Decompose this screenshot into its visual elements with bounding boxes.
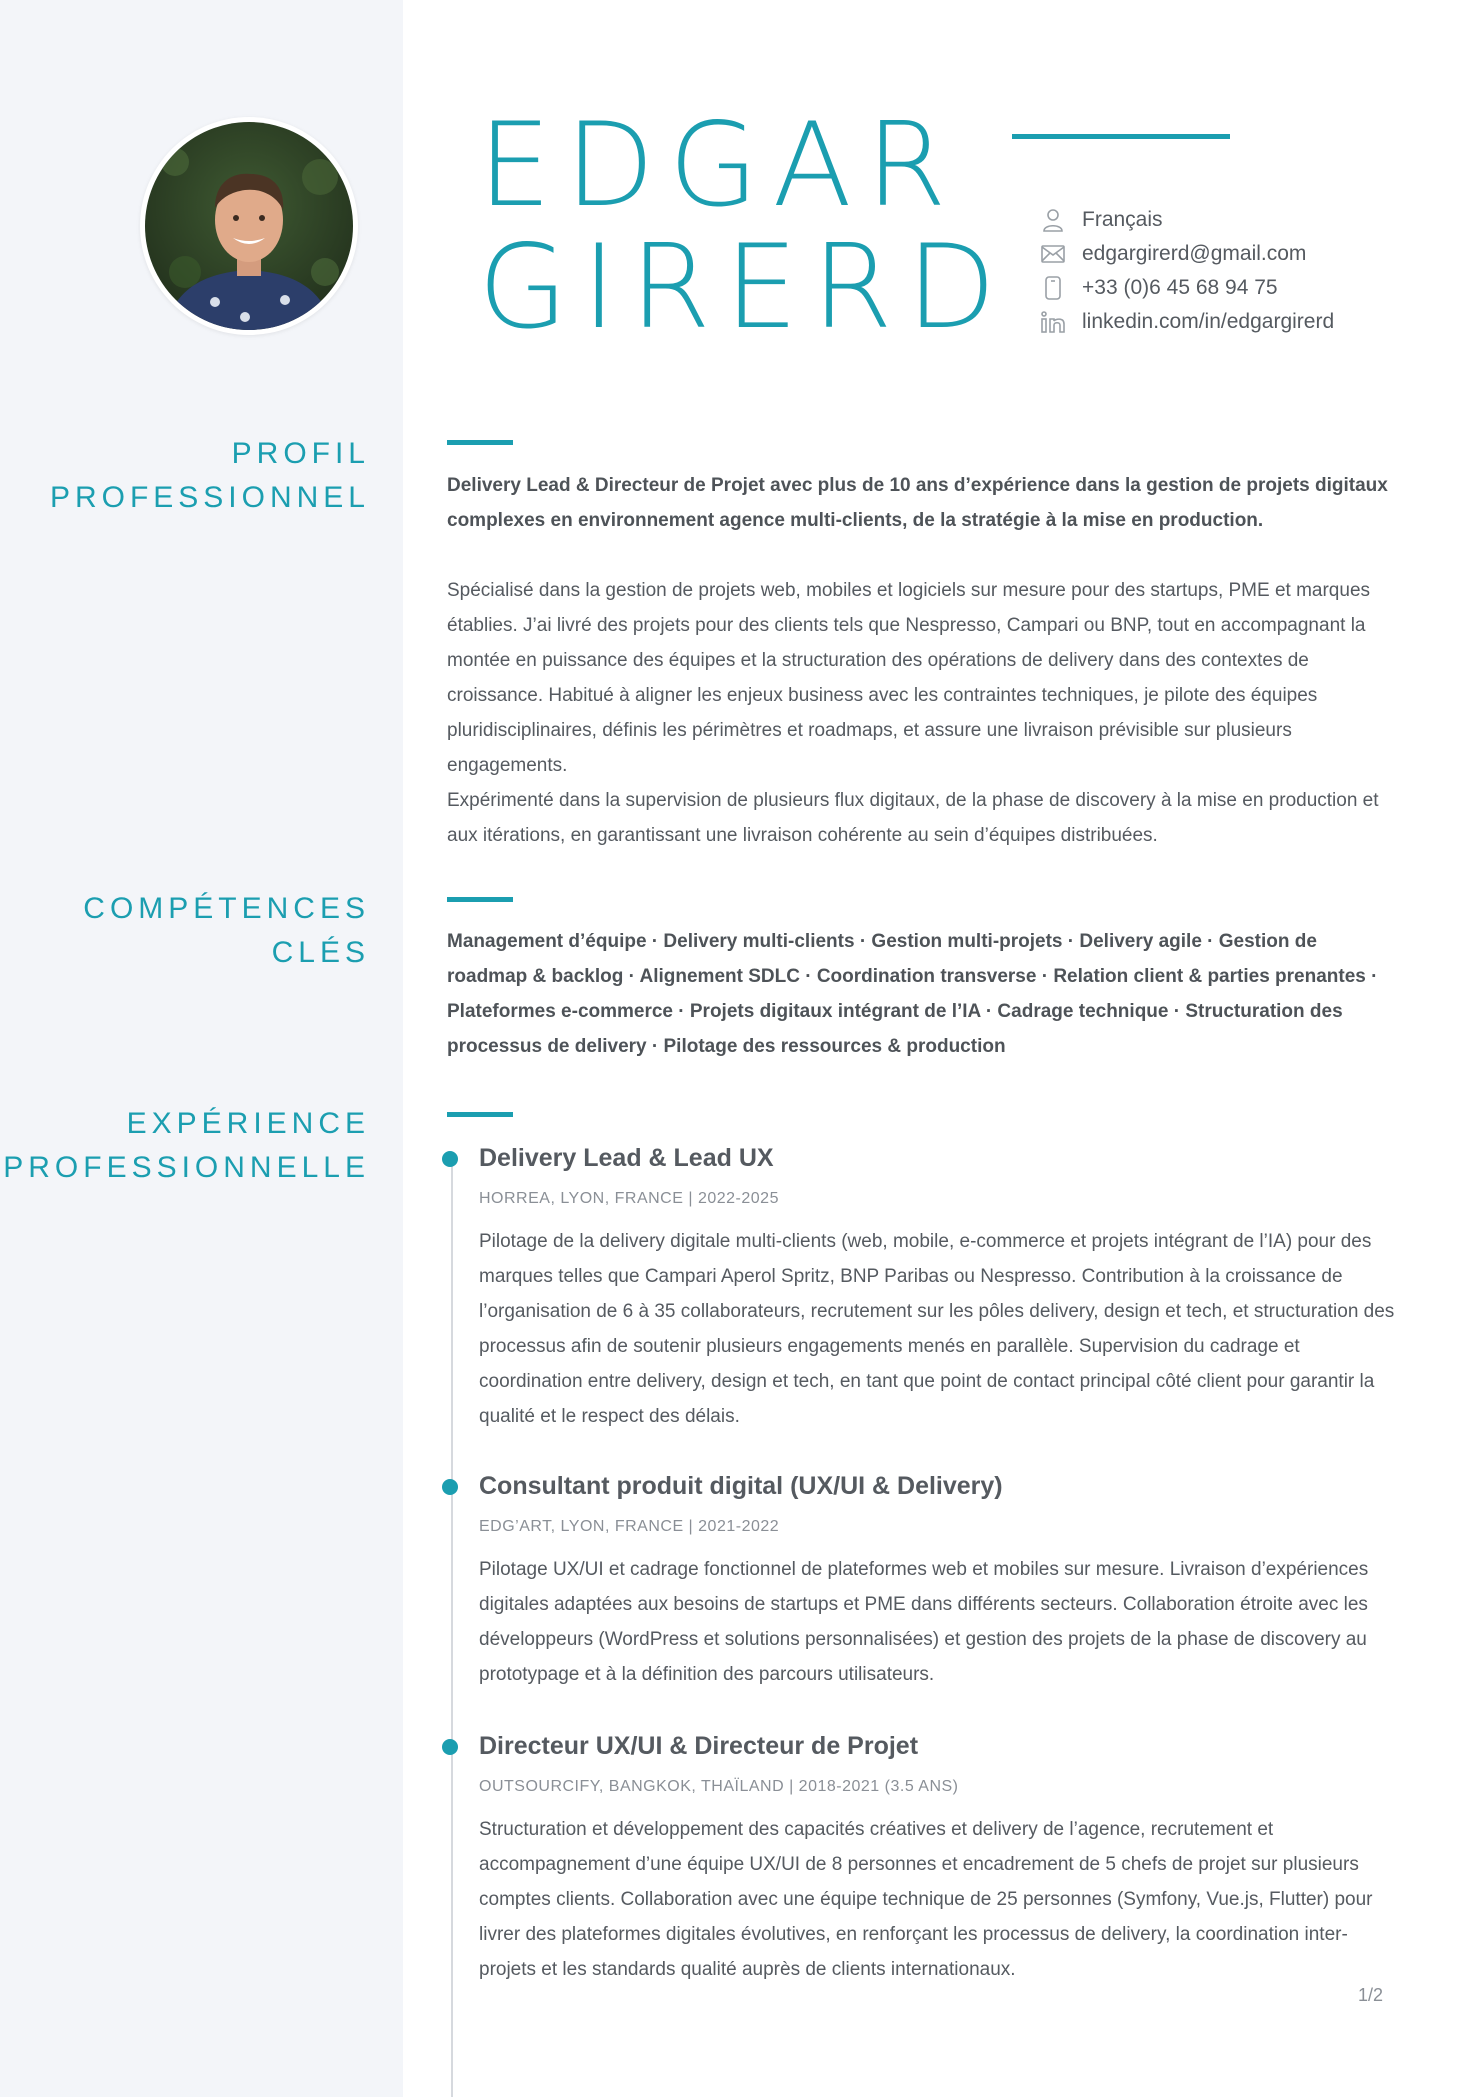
phone-icon (1040, 275, 1066, 301)
job-description: Pilotage de la delivery digitale multi-clients (web, mobile, e-commerce et projets intégrant de l’IA) pour des marques telles que Campari Aperol Spritz, BNP Paribas ou Nespresso. Contribution à la croissance de l’organisation de 6 à 35 collaborateurs, recrutement sur les pôles delivery, design et tech, et structuration des processus afin de soutenir plusieurs engagements menés en parallèle. Supervision du cadrage et coordination entre delivery, design et tech, en tant que point de contact principal côté client pour garantir la qualité et le respect des délais. (479, 1231, 1395, 1427)
section-title-skills-line2: CLÉS (271, 936, 370, 969)
skills-content (447, 924, 1397, 1064)
job-entry (479, 1466, 1399, 1692)
job-title: Delivery Lead & Lead UX (479, 1144, 774, 1172)
last-name: GIRERD (478, 220, 1010, 355)
contact-email[interactable] (1040, 237, 1334, 271)
section-title-experience-line2: PROFESSIONNELLE (3, 1151, 370, 1184)
job-title: Directeur UX/UI & Directeur de Projet (479, 1732, 919, 1760)
job-description: Structuration et développement des capacités créatives et delivery de l’agence, recrutement et accompagnement d’une équipe UX/UI de 8 personnes et encadrement de 5 chefs de projet sur plusieurs comptes clients. Collaboration avec une équipe technique de 25 personnes (Symfony, Vue.js, Flutter) pour livrer des plateformes digitales évolutives, en renforçant les processus de delivery, la coordination inter-projets et les standards qualité auprès de clients internationaux. (479, 1819, 1373, 1980)
skills-text: Management d’équipe · Delivery multi-clients · Gestion multi-projets · Delivery agile · Gestion de roadmap & backlog · Alignement SDLC · Coordination transverse · Relation client & parties prenantes · Plateformes e-commerce · Projets digitaux intégrant de l’IA · Cadrage technique · Structuration des processus de delivery · Pilotage des ressources & production (447, 931, 1378, 1057)
job-entry (479, 1138, 1399, 1434)
timeline-dot (442, 1739, 458, 1755)
contact-language-text: Français (1082, 208, 1163, 231)
timeline-dot (442, 1479, 458, 1495)
header-accent-rule (1012, 134, 1230, 139)
job-meta: HORREA, LYON, FRANCE | 2022-2025 (479, 1190, 779, 1207)
job-title: Consultant produit digital (UX/UI & Delivery) (479, 1472, 1003, 1500)
first-name: EDGAR (478, 98, 961, 233)
contact-phone-text[interactable]: +33 (0)6 45 68 94 75 (1082, 276, 1278, 299)
page-number: 1/2 (1358, 1985, 1384, 2005)
job-description: Pilotage UX/UI et cadrage fonctionnel de plateformes web et mobiles sur mesure. Livraison d’expériences digitales adaptées aux besoins de startups et PME dans différents secteurs. Collaboration étroite avec les développeurs (WordPress et solutions personnalisées) et gestion des projets de la phase de discovery au prototypage et à la définition des parcours utilisateurs. (479, 1559, 1369, 1685)
contact-linkedin-text[interactable]: linkedin.com/in/edgargirerd (1082, 310, 1335, 333)
profile-paragraph-1: Spécialisé dans la gestion de projets web, mobiles et logiciels sur mesure pour des startups, PME et marques établies. J’ai livré des projets pour des clients tels que Nespresso, Campari ou BNP, tout en accompagnant la montée en puissance des équipes et la structuration des opérations de delivery dans des contextes de croissance. Habitué à aligner les enjeux business avec les contraintes techniques, je pilote des équipes pluridisciplinaires, définis les périmètres et roadmaps, et assure une livraison prévisible sur plusieurs engagements. (447, 580, 1371, 776)
section-title-skills (83, 887, 370, 975)
profile-lead: Delivery Lead & Directeur de Projet avec plus de 10 ans d’expérience dans la gestion de projets digitaux complexes en environnement agence multi-clients, de la stratégie à la mise en production. (447, 475, 1388, 531)
portrait-photo-icon (145, 122, 353, 330)
contact-linkedin[interactable] (1040, 305, 1334, 339)
section-title-profile-line2: PROFESSIONNEL (49, 481, 370, 514)
contact-language (1040, 203, 1334, 237)
mail-icon (1040, 241, 1066, 267)
section-title-profile (50, 432, 370, 520)
section-rule-experience (447, 1112, 513, 1117)
section-title-profile-line1: PROFIL (231, 437, 370, 470)
section-title-experience (3, 1102, 370, 1190)
person-icon (1040, 207, 1066, 233)
contact-list (1040, 203, 1334, 339)
job-entry (479, 1726, 1399, 1987)
job-meta: OUTSOURCIFY, BANGKOK, THAÏLAND | 2018-2021 (3.5 ANS) (479, 1778, 959, 1795)
section-title-skills-line1: COMPÉTENCES (83, 892, 370, 925)
timeline-dot (442, 1151, 458, 1167)
contact-phone[interactable] (1040, 271, 1334, 305)
timeline-line (451, 1154, 453, 2097)
profile-content (447, 468, 1397, 853)
section-rule-profile (447, 440, 513, 445)
section-rule-skills (447, 897, 513, 902)
section-title-experience-line1: EXPÉRIENCE (126, 1107, 370, 1140)
contact-email-text[interactable]: edgargirerd@gmail.com (1082, 242, 1307, 265)
profile-paragraph-2: Expérimenté dans la supervision de plusieurs flux digitaux, de la phase de discovery à la mise en production et aux itérations, en garantissant une livraison cohérente au sein d’équipes distribuées. (447, 790, 1379, 846)
job-meta: EDG’ART, LYON, FRANCE | 2021-2022 (479, 1518, 780, 1535)
linkedin-icon (1040, 309, 1066, 335)
profile-photo (140, 117, 358, 335)
